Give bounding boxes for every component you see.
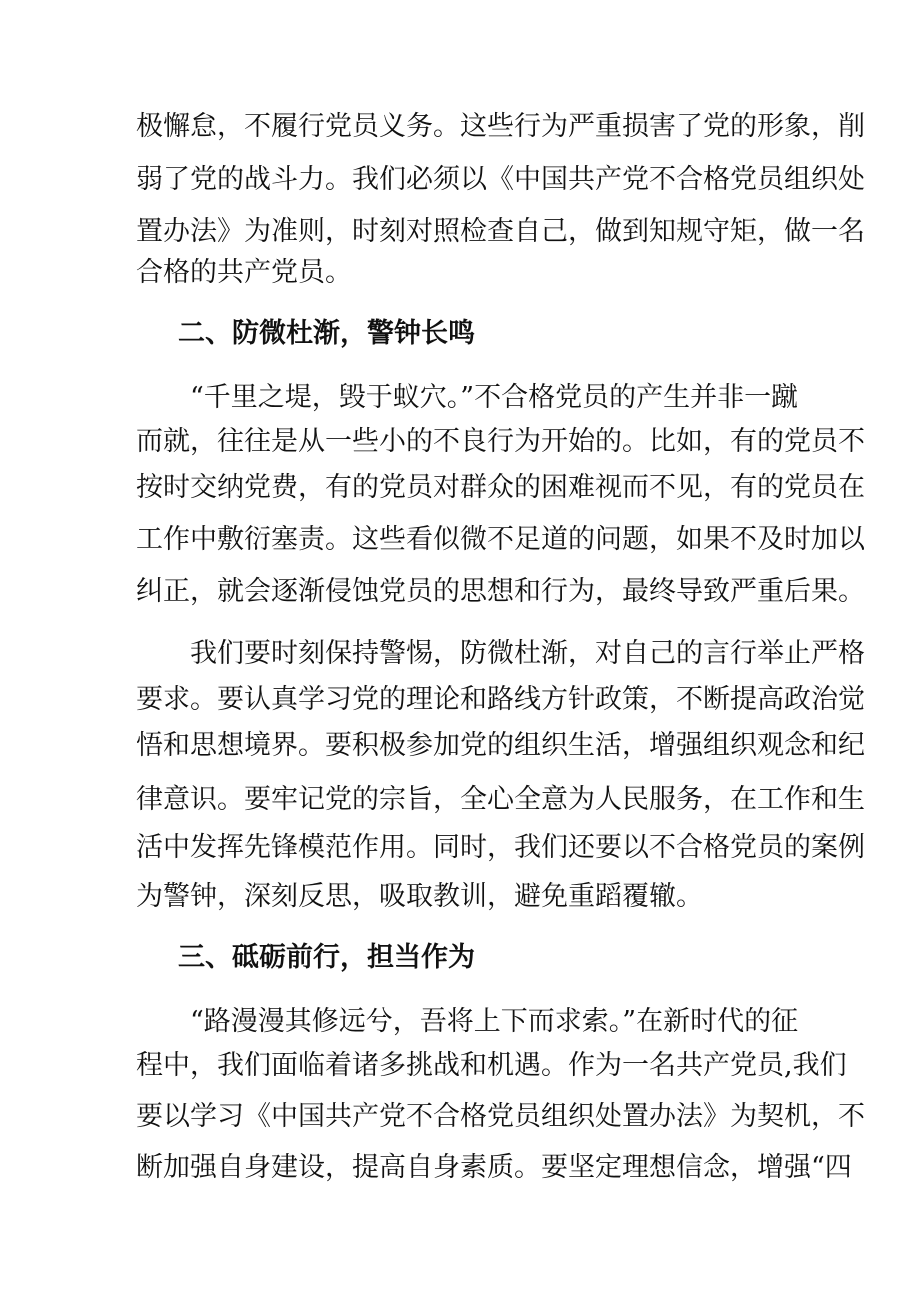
paragraph-3-line: 我们要时刻保持警惕，防微杜渐，对自己的言行举止严格 [190,638,865,669]
paragraph-1-line: 合格的共产党员。 [136,257,352,288]
paragraph-4-line: 要以学习《中国共产党不合格党员组织处置办法》为契机，不 [136,1101,865,1132]
section-heading-3: 三、砥砺前行，担当作为 [178,942,475,973]
paragraph-2-line: 按时交纳党费，有的党员对群众的困难视而不见，有的党员在 [136,472,865,503]
paragraph-4-line: 程中，我们面临着诸多挑战和机遇。作为一名共产党员,我们 [136,1050,847,1081]
paragraph-3-line: 为警钟，深刻反思，吸取教训，避免重蹈覆辙。 [136,881,703,912]
section-heading-2: 二、防微杜渐，警钟长鸣 [178,318,475,349]
paragraph-2-line: 纠正，就会逐渐侵蚀党员的思想和行为，最终导致严重后果。 [136,576,865,607]
paragraph-4-line: 断加强自身建设，提高自身素质。要坚定理想信念，增强“四 [136,1152,852,1183]
paragraph-2-line: “千里之堤，毁于蚁穴。”不合格党员的产生并非一蹴 [190,382,799,413]
paragraph-3-line: 律意识。要牢记党的宗旨，全心全意为人民服务，在工作和生 [136,784,865,815]
paragraph-1-line: 弱了党的战斗力。我们必须以《中国共产党不合格党员组织处 [136,164,865,195]
paragraph-2-line: 工作中敷衍塞责。这些看似微不足道的问题，如果不及时加以 [136,524,865,555]
paragraph-3-line: 悟和思想境界。要积极参加党的组织生活，增强组织观念和纪 [136,730,865,761]
paragraph-4-line: “路漫漫其修远兮，吾将上下而求索。”在新时代的征 [190,1006,799,1037]
paragraph-3-line: 要求。要认真学习党的理论和路线方针政策，不断提高政治觉 [136,684,865,715]
paragraph-2-line: 而就，往往是从一些小的不良行为开始的。比如，有的党员不 [136,426,865,457]
paragraph-1-line: 置办法》为准则，时刻对照检查自己，做到知规守矩，做一名 [136,216,865,247]
paragraph-3-line: 活中发挥先锋模范作用。同时，我们还要以不合格党员的案例 [136,832,865,863]
paragraph-1-line: 极懈怠，不履行党员义务。这些行为严重损害了党的形象，削 [136,111,865,142]
